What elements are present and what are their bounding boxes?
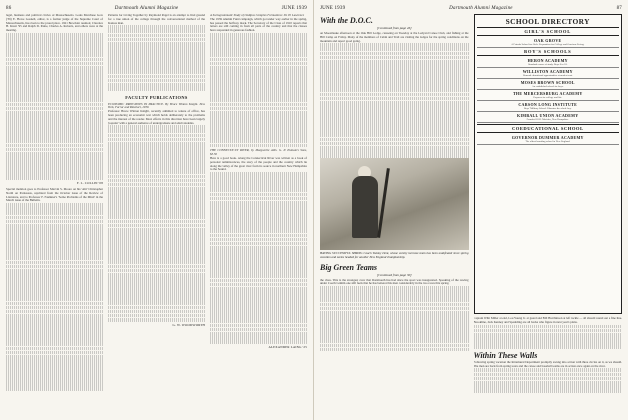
coach-photo: [320, 158, 469, 250]
directory-entry: [477, 134, 620, 145]
doc-article-title: With the D.O.C.: [320, 16, 373, 25]
directory-entry: [477, 37, 620, 48]
right-column-2: [474, 14, 623, 414]
col2-signature: G. W. WOODWORTH: [172, 322, 205, 327]
review-heading: A Sociogrammatic Study of Oedipus Complex Formations: Dr. H. Lawrence: [210, 14, 305, 17]
right-column-1: [320, 14, 469, 414]
col1-signature: F. L. COLLIN '08: [76, 181, 103, 186]
connecticut-river-heading: THE CONNECTICUT RIVER, by Marguerite Allis. G. P. Putnam's Sons, $3.50: [210, 148, 307, 157]
school-desc: Founded 1813. Meriden, New Hampshire.: [526, 118, 569, 121]
connecticut-river-body: Here is a good book. Along the Connecticut River was written as a book of personal reminiscences, the story of the people and the country which lie along the valley of the great river from its source in northern New Hampshire to the Sound.: [210, 155, 307, 172]
school-name: CARSON LONG INSTITUTE: [518, 102, 578, 107]
col3-body-text: The 1939 Alumni Fund campaign, which got under way earlier in the spring, has passed the halfway mark. The Secretary of the Class of 1910 reports that letters are still coming in from all parts of the country and that the classes have responded in generous fashion.: [210, 16, 307, 33]
left-column-3: [210, 14, 307, 414]
school-name: HERON ACADEMY: [527, 58, 568, 63]
school-desc: Unusual educational opportunities at modest cost.: [522, 74, 573, 77]
right-issue-date: JUNE 1939: [320, 6, 346, 11]
boys-schools-heading: BOY'S SCHOOLS: [477, 49, 620, 56]
within-walls-body: Following spring vacation the Intramural Department promptly swung into action with three circles on it, as we should. The men are back from spring tours and the canoe and baseball teams are in action once again on the river.: [473, 359, 622, 368]
school-name: GOVERNOR DUMMER ACADEMY: [511, 135, 584, 140]
school-directory: [474, 14, 623, 314]
school-desc: Boys' Military School. Educates the whole boy.: [523, 107, 572, 110]
school-desc: The oldest boarding school in New England.: [525, 140, 571, 143]
photo-caption: HAVING SUCCESSFUL SPRING Coach Tommy Dent, whose varsity lacrosse team has been undefeated since spring vacation and seems headed for another New England championship.: [320, 251, 469, 259]
school-desc: A Friends School for Girls. Preparation for College and Gracious Living.: [511, 43, 585, 46]
doc-body-text: on Moosilauke afternoon at the Oak Hill Lodge, canoeing on Tuesday at the Ledyard Canoe Club, and fishing at the Hill Camp on Friday. Many of the members of Cabin and Trail are visiting the lodges for the spring conditions on the mountain and report good going.: [320, 31, 469, 43]
directory-entry: [477, 79, 620, 90]
directory-entry: [477, 101, 620, 112]
col3-signature: ALEXANDER LAING '25: [268, 344, 307, 349]
within-walls-title: Within These Walls: [473, 350, 538, 360]
faculty-publications-heading: FACULTY PUBLICATIONS: [125, 94, 188, 100]
directory-entry: [477, 90, 620, 101]
teams-article-title: Big Green Teams: [320, 262, 378, 272]
teams-continued-note: [Continued from page 30]: [376, 272, 412, 277]
school-desc: Standard course of study. Boys 6 to 18.: [528, 63, 568, 66]
girls-school-heading: GIRL'S SCHOOL: [477, 29, 620, 36]
directory-title: SCHOOL DIRECTORY: [477, 17, 620, 28]
right-running-title: Dartmouth Alumni Magazine: [449, 6, 513, 11]
directory-entry: [477, 112, 620, 123]
coeducational-heading: COEDUCATIONAL SCHOOL: [477, 124, 620, 133]
col2-top-text: Patterns for Living Together by Raymond Pegel is an attempt to find ground for a true union of the college through the conversational method of the Kansas man.: [108, 14, 205, 25]
doc-continued-note: [Continued from page 26]: [376, 26, 412, 30]
school-name: KIMBALL UNION ACADEMY: [517, 113, 579, 118]
school-name: THE MERCERSBURG ACADEMY: [512, 91, 583, 96]
right-running-head: [320, 6, 622, 11]
col2-body-text: Professor Bruce Winton Knight, recently admitted to tenure of office, has been producing an economic text which holds deliberately to the problems and the interest of the reader. Most efforts in this direction have been largely 'popular' with a general audience of undergraduate and adult students.: [108, 109, 205, 125]
left-running-head: [6, 6, 307, 11]
school-name: MOSES BROWN SCHOOL: [520, 80, 575, 85]
left-column-1: [6, 14, 103, 414]
left-column-2: [108, 14, 205, 414]
economic-principles-title: ECONOMIC PRINCIPLES IN PRACTICE. By Bruce Winton Knight. New York, Farrar and Rinehart, 1939.: [108, 101, 205, 110]
col1-top-text: legal, business and political circles of Massachusetts. Louis Marchese Gow ('39) E. Howe Gosnell, editor, is a former judge of the Supreme Court of Massachusetts, has risen to the proud place. 1921 Bowdoin reunion; Clarence H. Knott '95 and Ralph D. Paine, Charles A. Roberts, and others were at the meeting.: [6, 14, 103, 33]
left-issue-date: JUNE 1939: [281, 6, 307, 11]
school-desc: Prepares for college and life.: [533, 96, 563, 99]
school-name: WILLISTON ACADEMY: [522, 69, 573, 74]
directory-entry: [477, 68, 620, 79]
right-page: [314, 0, 628, 420]
right-columns: [320, 14, 622, 414]
left-columns: [6, 14, 307, 414]
left-running-title: Dartmouth Alumni Magazine: [114, 6, 179, 11]
left-page-number: 86: [6, 6, 12, 11]
teams-body-text: the class. This is the strongest crew that Dartmouth has had since the sport was inaugurated. Speaking of the rowing under Coach Grimm one still feels that he has bettered his men considerably in the two races this spring.: [320, 277, 469, 286]
directory-entry: [477, 57, 620, 68]
right-page-number: 87: [616, 6, 622, 11]
right-col2-body-text: Captain Whit Miller at end, Lou Young Jr. at guard and Bill Hutchinson at left tackle — all should round out a fine line. Brookline, Jack Kenney and Spaulding are all backs who figure in next year's plans.: [473, 316, 622, 324]
school-desc: An established school for boys.: [532, 85, 564, 88]
col1-mid-text: Special mention goes to Professor Marvin S. Moore on his 'Ahi' Christopher North on Parnassus, reprinted from the October issue of the Review of Literature, and to Professor F. Faulkner's 'Some Problems of the Mind' in the March issue of the Bulletin.: [6, 187, 103, 203]
school-name: OAK GROVE: [534, 38, 562, 43]
